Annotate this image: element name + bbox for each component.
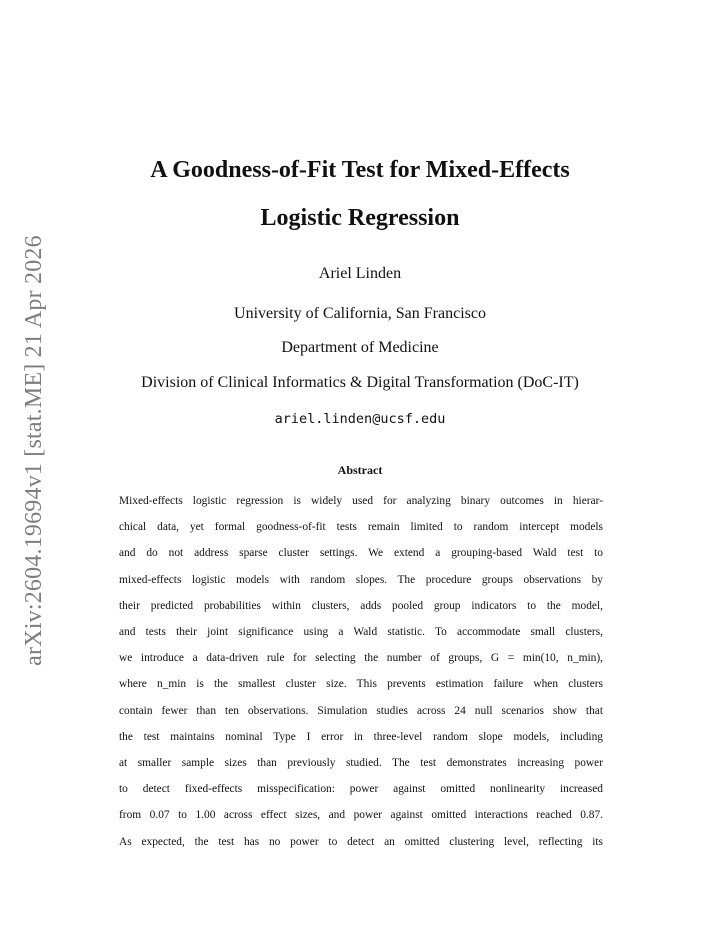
author-name: Ariel Linden <box>318 265 402 282</box>
arxiv-identifier-text: arXiv:2604.19694v1 [stat.ME] 21 Apr 2026 <box>20 234 47 666</box>
paper-title <box>0 146 720 242</box>
author-email: ariel.linden@ucsf.edu <box>274 411 446 427</box>
abstract-body <box>119 488 603 855</box>
abstract-line: and tests their joint significance using a Wald statistic. To accommodate small clusters, <box>119 626 603 639</box>
abstract-line: Mixed-effects logistic regression is widely used for analyzing binary outcomes in hierar- <box>119 495 603 507</box>
abstract-line: to detect fixed-effects misspecification: power against omitted nonlinearity increased <box>119 783 603 796</box>
abstract-heading: Abstract <box>337 463 383 477</box>
paper-title-line-2: Logistic Regression <box>260 205 460 231</box>
abstract-line: mixed-effects logistic models with random slopes. The procedure groups observations by <box>119 573 603 586</box>
abstract-line: from 0.07 to 1.00 across effect sizes, and power against omitted interactions reached 0.87. <box>119 809 603 822</box>
abstract-line: the test maintains nominal Type I error in three-level random slope models, including <box>119 730 603 743</box>
abstract-line: their predicted probabilities within clusters, adds pooled group indicators to the model, <box>119 599 603 612</box>
abstract-line: As expected, the test has no power to detect an omitted clustering level, reflecting its <box>119 835 603 848</box>
affiliation-university: University of California, San Francisco <box>234 305 486 322</box>
paper-title-line-1: A Goodness-of-Fit Test for Mixed-Effects <box>150 157 570 183</box>
abstract-line: and do not address sparse cluster settings. We extend a grouping-based Wald test to <box>119 547 603 560</box>
abstract-line: contain fewer than ten observations. Simulation studies across 24 null scenarios show that <box>119 704 603 717</box>
abstract-line: at smaller sample sizes than previously studied. The test demonstrates increasing power <box>119 757 603 770</box>
abstract-line: where n_min is the smallest cluster size. This prevents estimation failure when clusters <box>119 678 603 691</box>
affiliation-division: Division of Clinical Informatics & Digital Transformation (DoC-IT) <box>141 374 579 391</box>
abstract-line: chical data, yet formal goodness-of-fit tests remain limited to random intercept models <box>119 521 603 534</box>
affiliation-department: Department of Medicine <box>281 339 439 356</box>
abstract-line: we introduce a data-driven rule for selecting the number of groups, G = min(10, n_min), <box>119 652 603 665</box>
